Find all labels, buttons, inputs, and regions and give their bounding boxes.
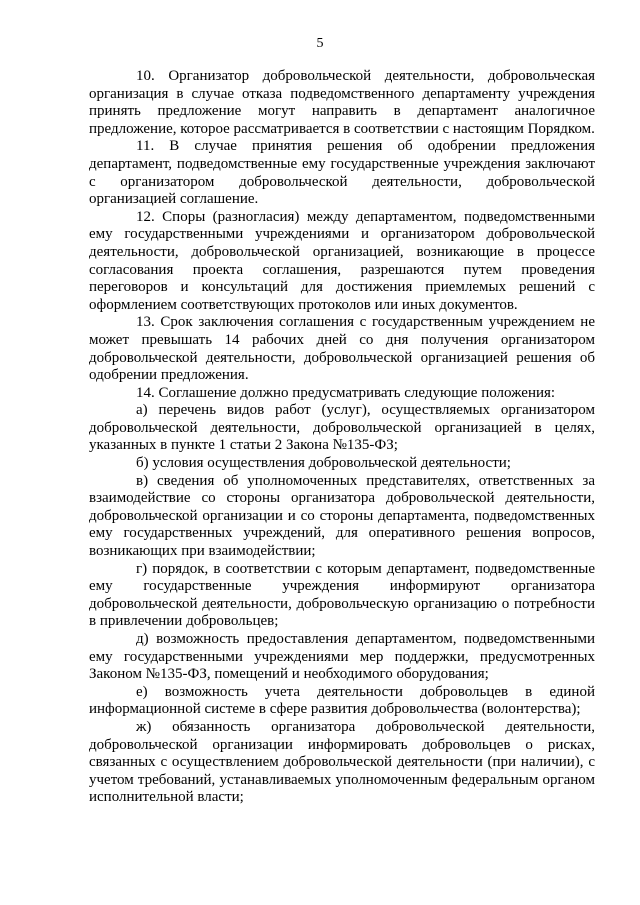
list-item-zh: ж) обязанность организатора добровольческой деятельности, добровольческой организации информировать добровольцев о рисках, связанных с осуществлением добровольческой деятельности (при наличии), с учетом требований, устанавливаемых уполномоченным федеральным органом исполнительной власти; (89, 718, 595, 806)
list-item-v: в) сведения об уполномоченных представителях, ответственных за взаимодействие со стороны организатора добровольческой деятельности, добровольческой организации и со стороны департамента, подведомственных ему государственных учреждений, для оперативного решения вопросов, возникающих при взаимодействии; (89, 472, 595, 560)
list-item-b: б) условия осуществления добровольческой деятельности; (136, 455, 511, 472)
document-body (89, 68, 595, 807)
list-item-d: д) возможность предоставления департаментом, подведомственными ему государственными учреждениями мер поддержки, предусмотренных Законом №135-ФЗ, помещений и необходимого оборудования; (89, 631, 595, 683)
page-number: 5 (316, 36, 324, 51)
list-item-g: г) порядок, в соответствии с которым департамент, подведомственные ему государственные учреждения информируют организатора добровольческой деятельности, добровольческую организацию о потребности в привлечении добровольцев; (89, 560, 595, 630)
list-item-e: е) возможность учета деятельности добровольцев в единой информационной системе в сфере развития добровольчества (волонтерства); (89, 683, 595, 718)
paragraph-10: 10. Организатор добровольческой деятельности, добровольческая организация в случае отказа подведомственного департаменту учреждения принять предложение могут направить в департамент аналогичное предложение, которое рассматривается в соответствии с настоящим Порядком. (89, 68, 595, 137)
list-item-a: а) перечень видов работ (услуг), осуществляемых организатором добровольческой деятельности, добровольческой организацией в целях, указанных в пункте 1 статьи 2 Закона №135-ФЗ; (89, 402, 595, 454)
paragraph-14: 14. Соглашение должно предусматривать следующие положения: (136, 384, 556, 401)
paragraph-12: 12. Споры (разногласия) между департаментом, подведомственными ему государственными учреждениями и организатором добровольческой деятельности, добровольческой организацией, возникающие в процессе согласования проекта соглашения, разрешаются путем проведения переговоров и консультаций для достижения приемлемых решений с оформлением соответствующих протоколов или иных документов. (89, 208, 595, 313)
paragraph-13: 13. Срок заключения соглашения с государственным учреждением не может превышать 14 рабочих дней со дня получения организатором добровольческой деятельности, добровольческой организацией решения об одобрении предложения. (89, 314, 595, 384)
paragraph-11: 11. В случае принятия решения об одобрении предложения департамент, подведомственные ему государственные учреждения заключают с организатором добровольческой деятельности, добровольческой организацией соглашение. (89, 138, 595, 208)
